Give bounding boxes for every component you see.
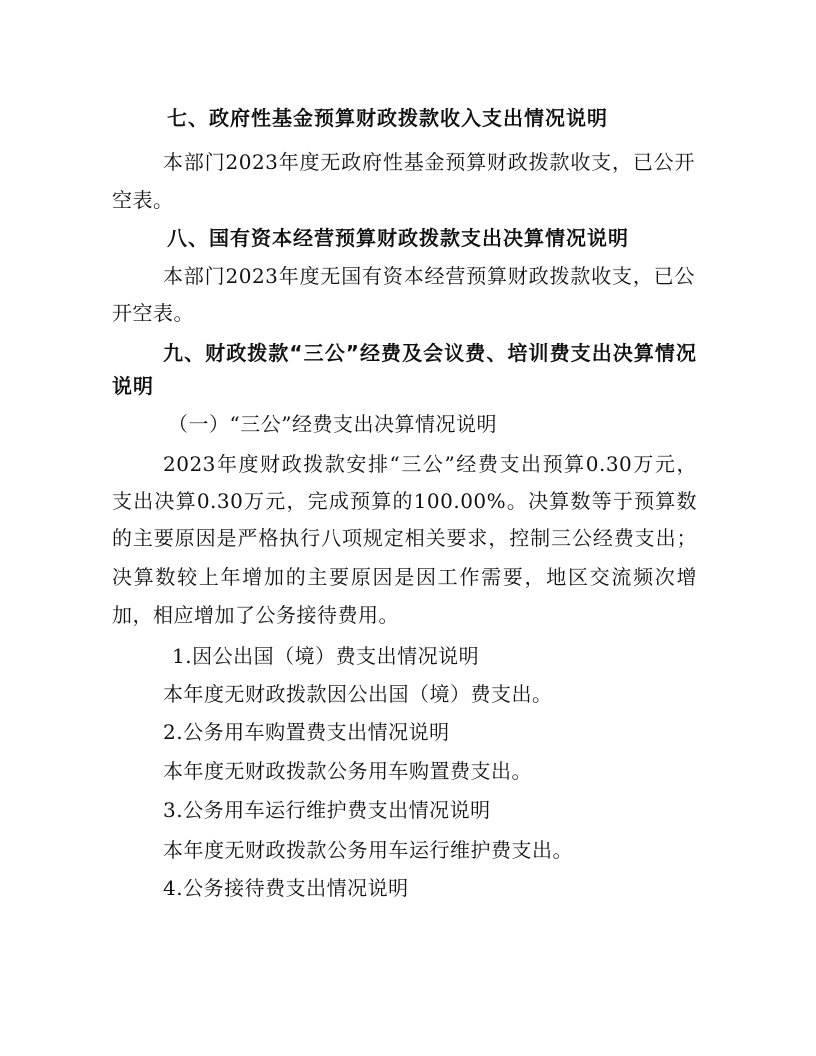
section-8-heading: 八、国有资本经营预算财政拨款支出决算情况说明 bbox=[167, 226, 629, 250]
item-2-title: 2.公务用车购置费支出情况说明 bbox=[163, 720, 450, 744]
item-3-text: 本年度无财政拨款公务用车运行维护费支出。 bbox=[163, 838, 573, 862]
section-9-heading-line-1: 九、财政拨款“三公”经费及会议费、培训费支出决算情况 bbox=[163, 341, 697, 365]
subsection-1-para-line-4: 决算数较上年增加的主要原因是因工作需要，地区交流频次增 bbox=[112, 565, 697, 589]
section-7-body-line-2: 空表。 bbox=[112, 188, 174, 212]
subsection-1-para-line-1: 2023年度财政拨款安排“三公”经费支出预算0.30万元， bbox=[163, 452, 697, 476]
subsection-1-para-line-2: 支出决算0.30万元，完成预算的100.00%。决算数等于预算数 bbox=[112, 489, 697, 513]
subsection-1-para-line-5: 加，相应增加了公务接待费用。 bbox=[112, 603, 399, 627]
section-8-body-line-1: 本部门2023年度无国有资本经营预算财政拨款收支，已公 bbox=[163, 264, 695, 288]
section-8-body-line-2: 开空表。 bbox=[112, 301, 194, 325]
item-2-text: 本年度无财政拨款公务用车购置费支出。 bbox=[163, 759, 532, 783]
subsection-1-title: （一）“三公”经费支出决算情况说明 bbox=[168, 412, 497, 436]
item-3-title: 3.公务用车运行维护费支出情况说明 bbox=[163, 798, 491, 822]
section-9-heading-line-2: 说明 bbox=[112, 374, 154, 398]
section-7-body-line-1: 本部门2023年度无政府性基金预算财政拨款收支，已公开 bbox=[163, 150, 695, 174]
subsection-1-para-line-3: 的主要原因是严格执行八项规定相关要求，控制三公经费支出； bbox=[112, 526, 697, 550]
item-1-title: 1.因公出国（境）费支出情况说明 bbox=[172, 644, 480, 668]
section-7-heading: 七、政府性基金预算财政拨款收入支出情况说明 bbox=[167, 106, 608, 130]
item-4-title: 4.公务接待费支出情况说明 bbox=[163, 876, 409, 900]
item-1-text: 本年度无财政拨款因公出国（境）费支出。 bbox=[163, 682, 553, 706]
